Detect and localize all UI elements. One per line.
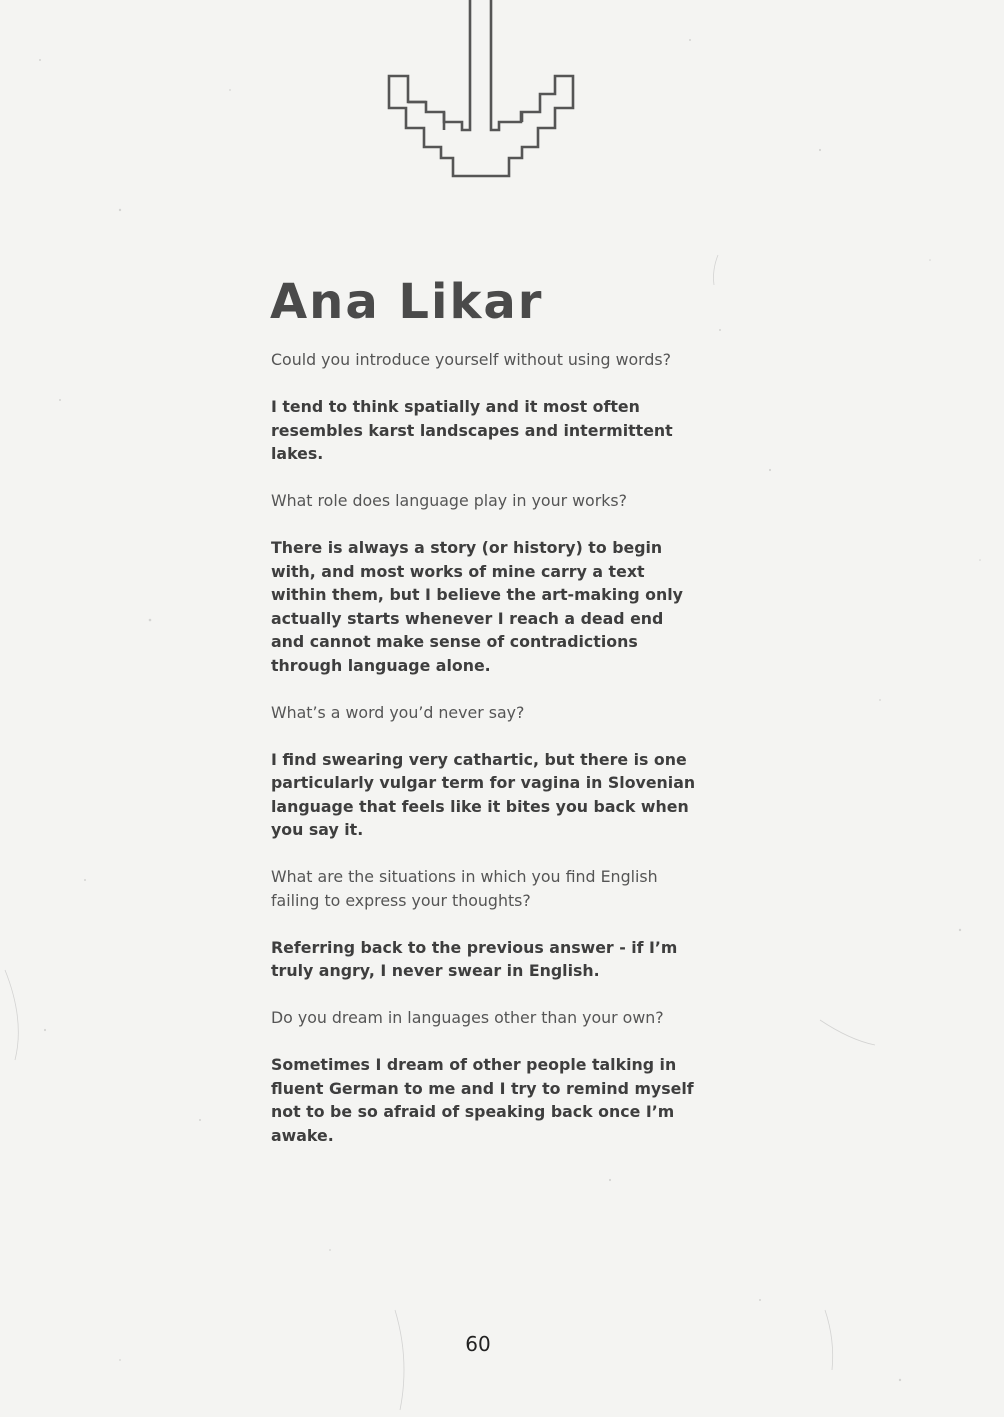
question: What are the situations in which you find English failing to express your thoughts? bbox=[271, 867, 658, 910]
answer: Sometimes I dream of other people talking in fluent German to me and I try to remind myself not to be so afraid of speaking back once I’m awake. bbox=[271, 1055, 694, 1145]
interview bbox=[271, 348, 701, 1171]
pixel-anchor-icon bbox=[380, 0, 580, 185]
answer: Referring back to the previous answer - if I’m truly angry, I never swear in English. bbox=[271, 937, 678, 980]
answer: I tend to think spatially and it most often resembles karst landscapes and intermittent lakes. bbox=[271, 397, 673, 463]
question: What role does language play in your works? bbox=[271, 491, 627, 510]
question: Could you introduce yourself without using words? bbox=[271, 350, 672, 369]
question: What’s a word you’d never say? bbox=[271, 702, 525, 722]
answer: There is always a story (or history) to begin with, and most works of mine carry a text within them, but I believe the art-making only actually starts whenever I reach a dead end and cannot make sense of contradictions through language alone. bbox=[271, 538, 683, 675]
page-number: 60 bbox=[465, 1332, 491, 1356]
question: Do you dream in languages other than your own? bbox=[271, 1008, 664, 1027]
page-title: Ana Likar bbox=[270, 274, 544, 330]
answer: I find swearing very cathartic, but there is one particularly vulgar term for vagina in Slovenian language that feels like it bites you back when you say it. bbox=[271, 749, 696, 839]
